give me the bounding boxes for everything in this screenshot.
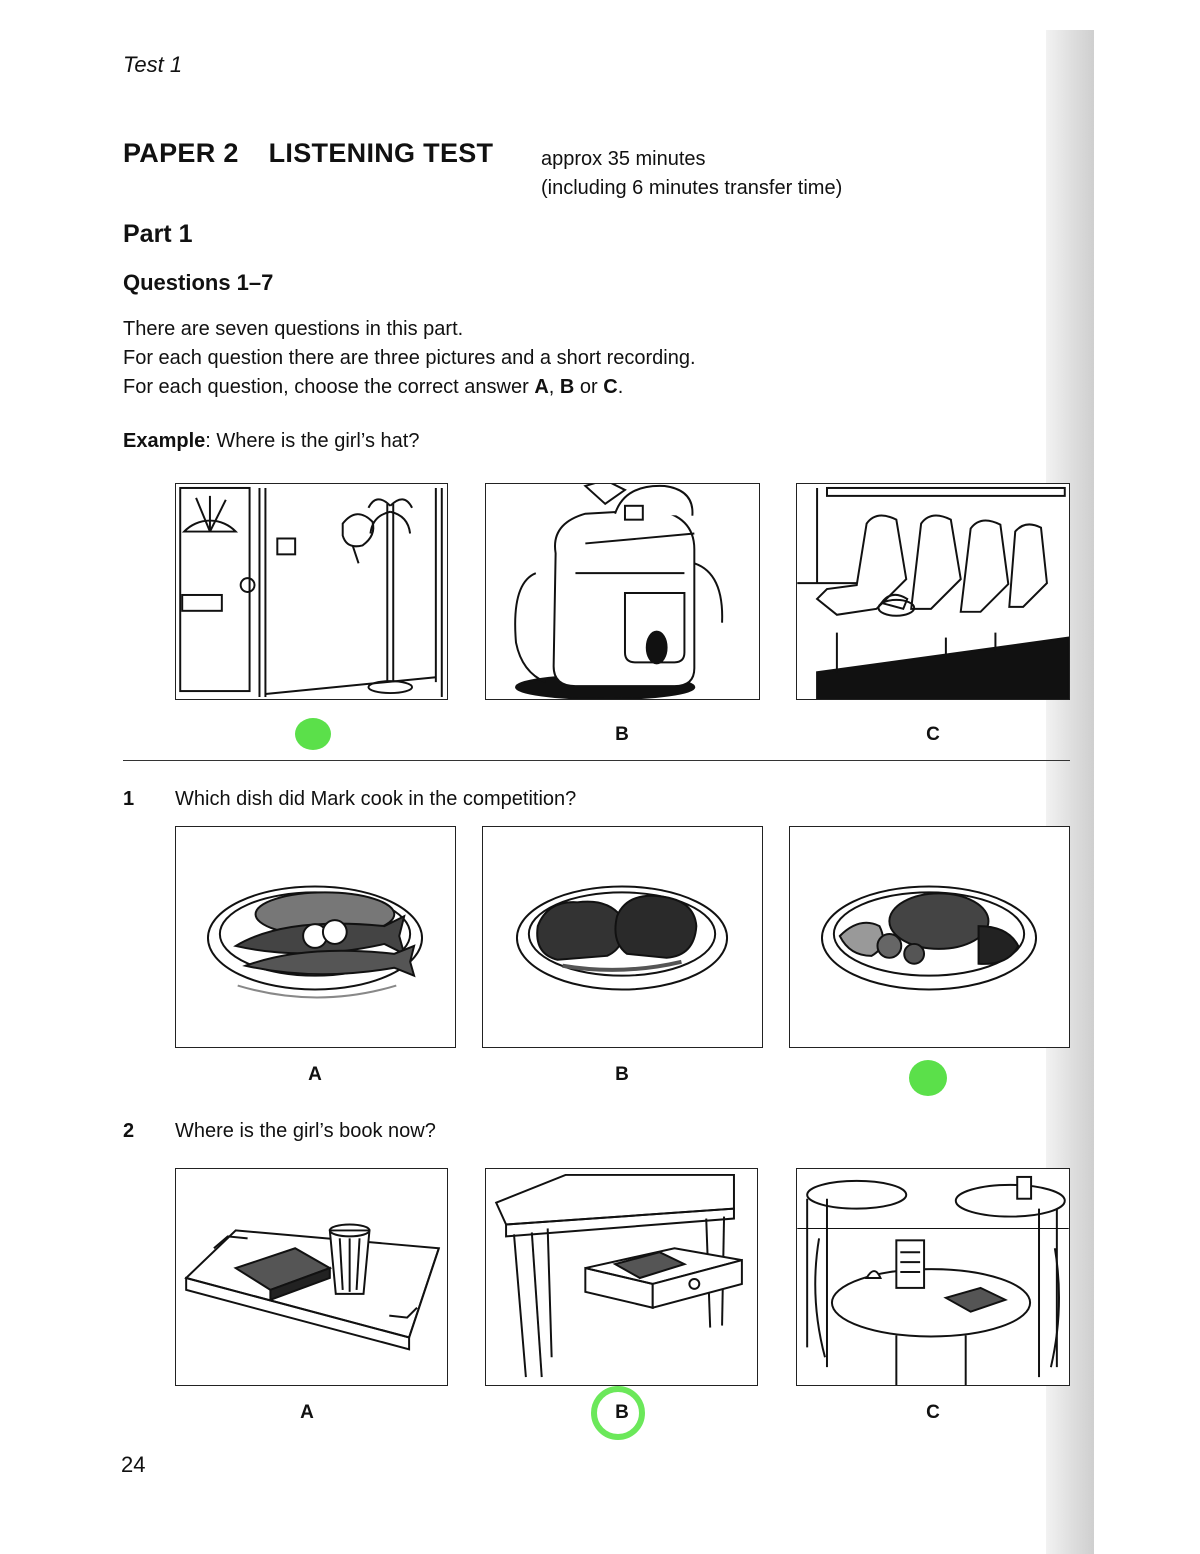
cafe-table-book-picture [797,1169,1069,1385]
answer-highlight-mark [295,718,331,750]
answer-highlight-mark [909,1060,947,1096]
question-2-text: Where is the girl’s book now? [175,1120,436,1142]
mixed-dish-picture [790,827,1069,1047]
question-1-option-a[interactable]: A [308,1064,322,1085]
example-picture-b[interactable] [485,483,760,700]
question-1-picture-a[interactable] [175,826,456,1048]
steak-dish-picture [483,827,762,1047]
question-2-picture-c[interactable] [796,1168,1070,1386]
page-number: 24 [121,1452,146,1477]
example-question [123,430,419,453]
hall-door-coat-stand-picture [176,484,447,699]
tray-book-picture [176,1169,447,1385]
question-1-option-b[interactable]: B [615,1064,629,1085]
divider [123,760,1070,761]
example-text: : Where is the girl’s hat? [205,430,420,452]
example-option-b[interactable]: B [615,724,629,745]
bus-seats-picture [797,484,1069,699]
example-picture-a[interactable] [175,483,448,700]
fish-dish-picture [176,827,455,1047]
question-2-picture-a[interactable] [175,1168,448,1386]
question-1-picture-c[interactable] [789,826,1070,1048]
example-picture-c[interactable] [796,483,1070,700]
question-2-option-a[interactable]: A [300,1402,314,1423]
desk-drawer-book-picture [486,1169,757,1385]
instruction-line-3: For each question, choose the correct answer A, B or C. [123,376,624,398]
question-1-picture-b[interactable] [482,826,763,1048]
paper-number: PAPER 2 [123,138,239,168]
instruction-line-1: There are seven questions in this part. [123,318,464,340]
questions-title: Questions 1–7 [123,270,274,295]
paper-name: LISTENING TEST [268,138,494,168]
question-2-picture-b[interactable] [485,1168,758,1386]
backpack-picture [486,484,759,699]
question-1-number: 1 [123,788,135,810]
part-title: Part 1 [123,220,193,248]
duration-line-2: (including 6 minutes transfer time) [541,177,843,199]
question-2-option-c[interactable]: C [926,1402,940,1423]
instruction-line-2: For each question there are three pictures and a short recording. [123,347,696,369]
paper-title [123,138,493,169]
question-2-number: 2 [123,1120,135,1142]
instructions [123,315,696,402]
running-head: Test 1 [123,52,183,77]
question-1-text: Which dish did Mark cook in the competition? [175,788,577,810]
example-option-c[interactable]: C [926,724,940,745]
example-label: Example [123,430,206,452]
question-2-option-b[interactable]: B [615,1402,629,1423]
duration-line-1: approx 35 minutes [541,148,706,170]
duration-note [541,145,842,203]
